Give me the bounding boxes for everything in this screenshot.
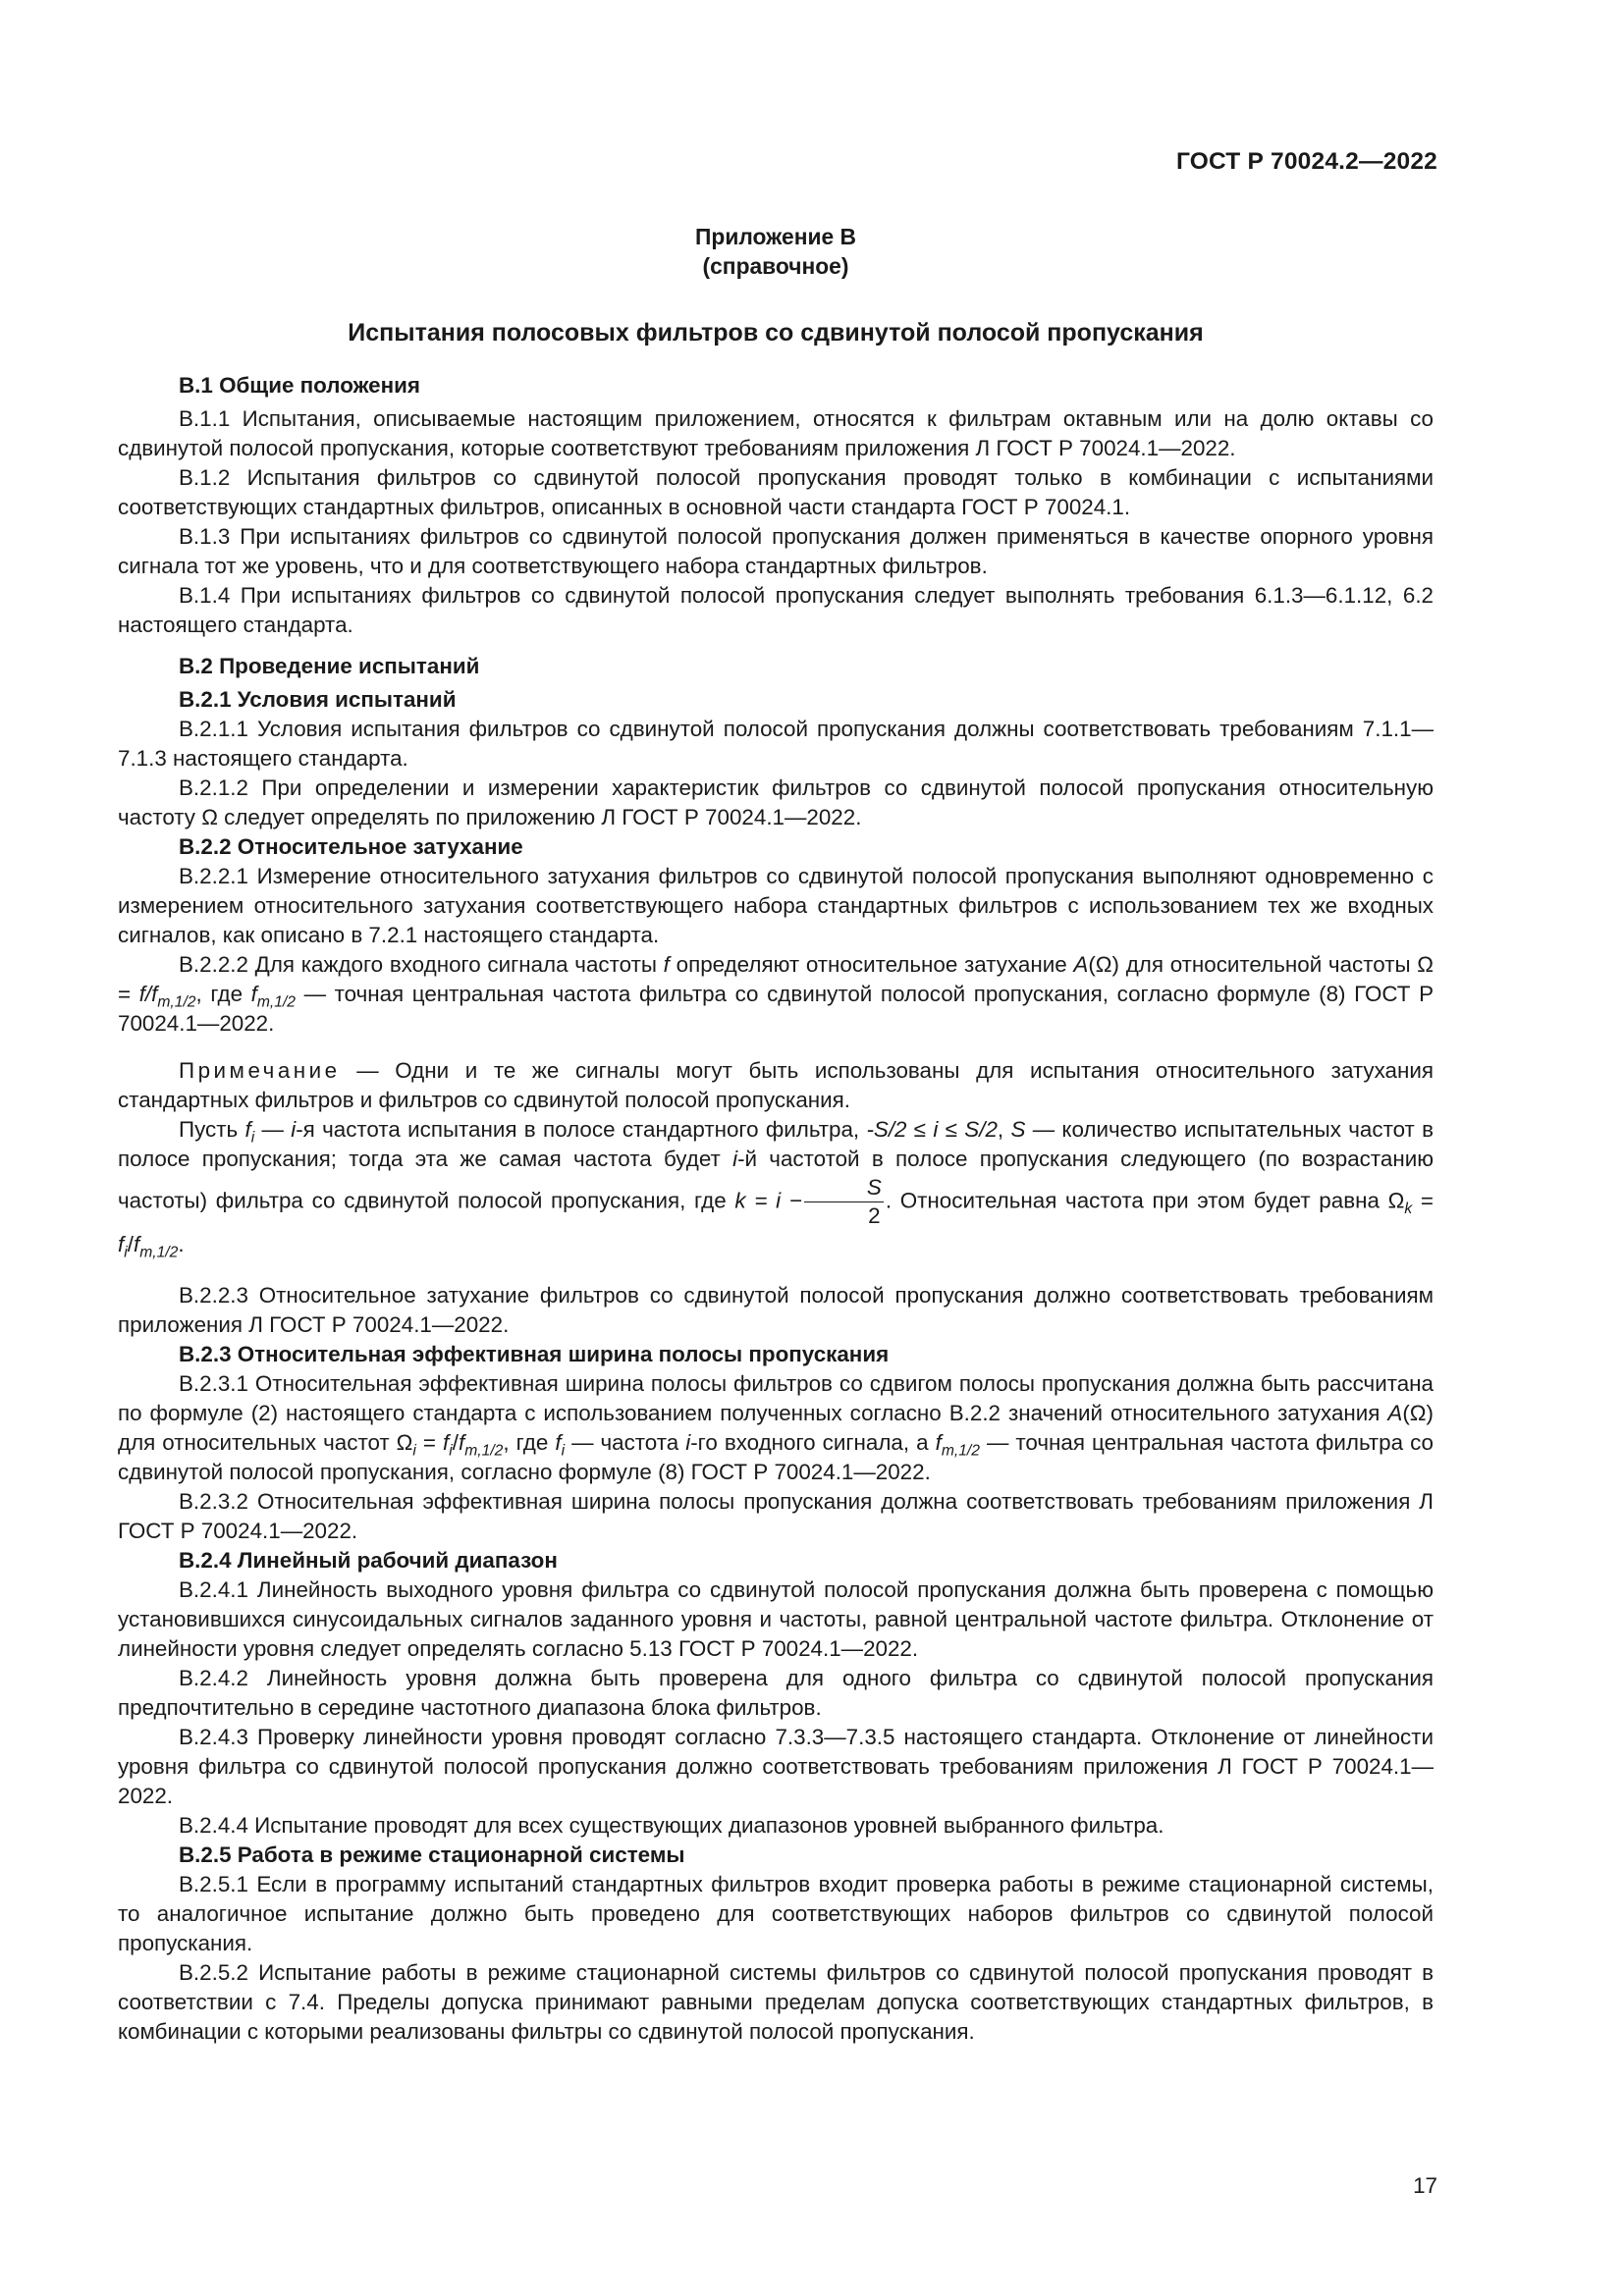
paragraph-b-2-4-2: В.2.4.2 Линейность уровня должна быть проверена для одного фильтра со сдвинутой полосой пропускания предпочтительно в середине частотного диапазона блока фильтров. bbox=[118, 1666, 1434, 1720]
subsection-heading-b-2-4: В.2.4 Линейный рабочий диапазон bbox=[179, 1548, 558, 1573]
appendix-kind: (справочное) bbox=[702, 253, 849, 279]
paragraph-b-2-5-2: В.2.5.2 Испытание работы в режиме стационарной системы фильтров со сдвинутой полосой пропускания проводят в соответствии с 7.4. Пределы допуска принимают равными пределам допуска соответствующих стандартных фильтров, в комбинации с которыми реализованы фильтры со сдвинутой полосой пропускания. bbox=[118, 1960, 1434, 2044]
paragraph-b-2-4-3: В.2.4.3 Проверку линейности уровня проводят согласно 7.3.3—7.3.5 настоящего стандарта. Отклонение от линейности уровня фильтра со сдвинутой полосой пропускания должно соответствовать требованиям приложения Л ГОСТ Р 70024.1—2022. bbox=[118, 1725, 1434, 1808]
paragraph-b-1-1: В.1.1 Испытания, описываемые настоящим приложением, относятся к фильтрам октавным или на долю октавы со сдвинутой полосой пропускания, которые соответствуют требованиям приложения Л ГОСТ Р 70024.1—2022. bbox=[118, 406, 1434, 460]
paragraph-let-fi: Пусть $f_i$ — i-я частота испытания в полосе стандартного фильтра, -S/2 ≤ i ≤ S/2, S — количество испытательных частот в полосе пропускания; тогда эта же самая частота будет i-й частотой в полосе пропускания следующего (по возрастанию частоты) фильтра со сдвинутой полосой пропускания, где k = i − $\frac{S}{2}$ . Относительная частота при этом будет равна $\Omega_k = f_i/f_{m,1/2}$. bbox=[118, 1117, 1435, 1261]
paragraph-b-2-3-2: В.2.3.2 Относительная эффективная ширина полосы пропускания должна соответствовать требованиям приложения Л ГОСТ Р 70024.1—2022. bbox=[118, 1489, 1434, 1543]
paragraph-b-1-4: В.1.4 При испытаниях фильтров со сдвинутой полосой пропускания следует выполнять требования 6.1.3—6.1.12, 6.2 настоящего стандарта. bbox=[118, 583, 1434, 637]
document-code: ГОСТ Р 70024.2—2022 bbox=[1176, 148, 1437, 175]
paragraph-b-2-2-3: В.2.2.3 Относительное затухание фильтров со сдвинутой полосой пропускания должно соответствовать требованиям приложения Л ГОСТ Р 70024.1—2022. bbox=[118, 1283, 1434, 1337]
paragraph-b-1-2: В.1.2 Испытания фильтров со сдвинутой полосой пропускания проводят только в комбинации с испытаниями соответствующих стандартных фильтров, описанных в основной части стандарта ГОСТ Р 70024.1. bbox=[118, 465, 1434, 519]
appendix-label: Приложение В bbox=[695, 224, 856, 249]
section-heading-b2: В.2 Проведение испытаний bbox=[179, 654, 480, 678]
paragraph-b-2-2-2: В.2.2.2 Для каждого входного сигнала частоты f определяют относительное затухание A(Ω) для относительной частоты $\Omega = f/f_{m,1/2}$, где $f_{m,1/2}$ — точная центральная частота фильтра со сдвинутой полосой пропускания, согласно формуле (8) ГОСТ Р 70024.1—2022. bbox=[118, 952, 1435, 1036]
note-label: Примечание bbox=[179, 1058, 341, 1083]
paragraph-b-2-5-1: В.2.5.1 Если в программу испытаний стандартных фильтров входит проверка работы в режиме стационарной системы, то аналогичное испытание должно быть проведено для соответствующих наборов фильтров со сдвинутой полосой пропускания. bbox=[118, 1872, 1434, 1955]
note-paragraph: Примечание — Одни и те же сигналы могут быть использованы для испытания относительного затухания стандартных фильтров и фильтров со сдвинутой полосой пропускания. bbox=[118, 1058, 1434, 1112]
subsection-heading-b-2-5: В.2.5 Работа в режиме стационарной системы bbox=[179, 1842, 685, 1867]
section-heading-b1: В.1 Общие положения bbox=[179, 373, 420, 398]
paragraph-b-2-3-1: В.2.3.1 Относительная эффективная ширина полосы фильтров со сдвигом полосы пропускания должна быть рассчитана по формуле (2) настоящего стандарта с использованием полученных согласно В.2.2 значений относительного затухания A(Ω) для относительных частот $\Omega_i = f_i/f_{m,1/2}$, где $f_i$ — частота i-го входного сигнала, а $f_{m,1/2}$ — точная центральная частота фильтра со сдвинутой полосой пропускания, согласно формуле (8) ГОСТ Р 70024.1—2022. bbox=[118, 1371, 1434, 1484]
paragraph-b-2-4-4: В.2.4.4 Испытание проводят для всех существующих диапазонов уровней выбранного фильтра. bbox=[179, 1813, 1164, 1838]
paragraph-b-2-4-1: В.2.4.1 Линейность выходного уровня фильтра со сдвинутой полосой пропускания должна быть проверена с помощью установившихся синусоидальных сигналов заданного уровня и частоты, равной центральной частоте фильтра. Отклонение от линейности уровня следует определять согласно 5.13 ГОСТ Р 70024.1—2022. bbox=[118, 1577, 1434, 1661]
paragraph-b-1-3: В.1.3 При испытаниях фильтров со сдвинутой полосой пропускания должен применяться в качестве опорного уровня сигнала тот же уровень, что и для соответствующего набора стандартных фильтров. bbox=[118, 524, 1434, 578]
paragraph-b-2-1-2: В.2.1.2 При определении и измерении характеристик фильтров со сдвинутой полосой пропускания относительную частоту Ω следует определять по приложению Л ГОСТ Р 70024.1—2022. bbox=[118, 775, 1434, 829]
paragraph-b-2-1-1: В.2.1.1 Условия испытания фильтров со сдвинутой полосой пропускания должны соответствовать требованиям 7.1.1—7.1.3 настоящего стандарта. bbox=[118, 717, 1434, 771]
appendix-title: Испытания полосовых фильтров со сдвинутой полосой пропускания bbox=[348, 319, 1204, 347]
subsection-heading-b-2-2: В.2.2 Относительное затухание bbox=[179, 834, 523, 859]
subsection-heading-b-2-1: В.2.1 Условия испытаний bbox=[179, 687, 457, 712]
page-content bbox=[118, 222, 1434, 2047]
paragraph-b-2-2-1: В.2.2.1 Измерение относительного затухания фильтров со сдвинутой полосой пропускания выполняют одновременно с измерением относительного затухания соответствующего набора стандартных фильтров с использованием тех же входных сигналов, как описано в 7.2.1 настоящего стандарта. bbox=[118, 864, 1434, 947]
subsection-heading-b-2-3: В.2.3 Относительная эффективная ширина полосы пропускания bbox=[179, 1342, 890, 1366]
formula-k: k = i − bbox=[734, 1188, 802, 1213]
formula-fraction: $\frac{S}{2}$ bbox=[804, 1174, 884, 1230]
page-number: 17 bbox=[1413, 2173, 1437, 2198]
